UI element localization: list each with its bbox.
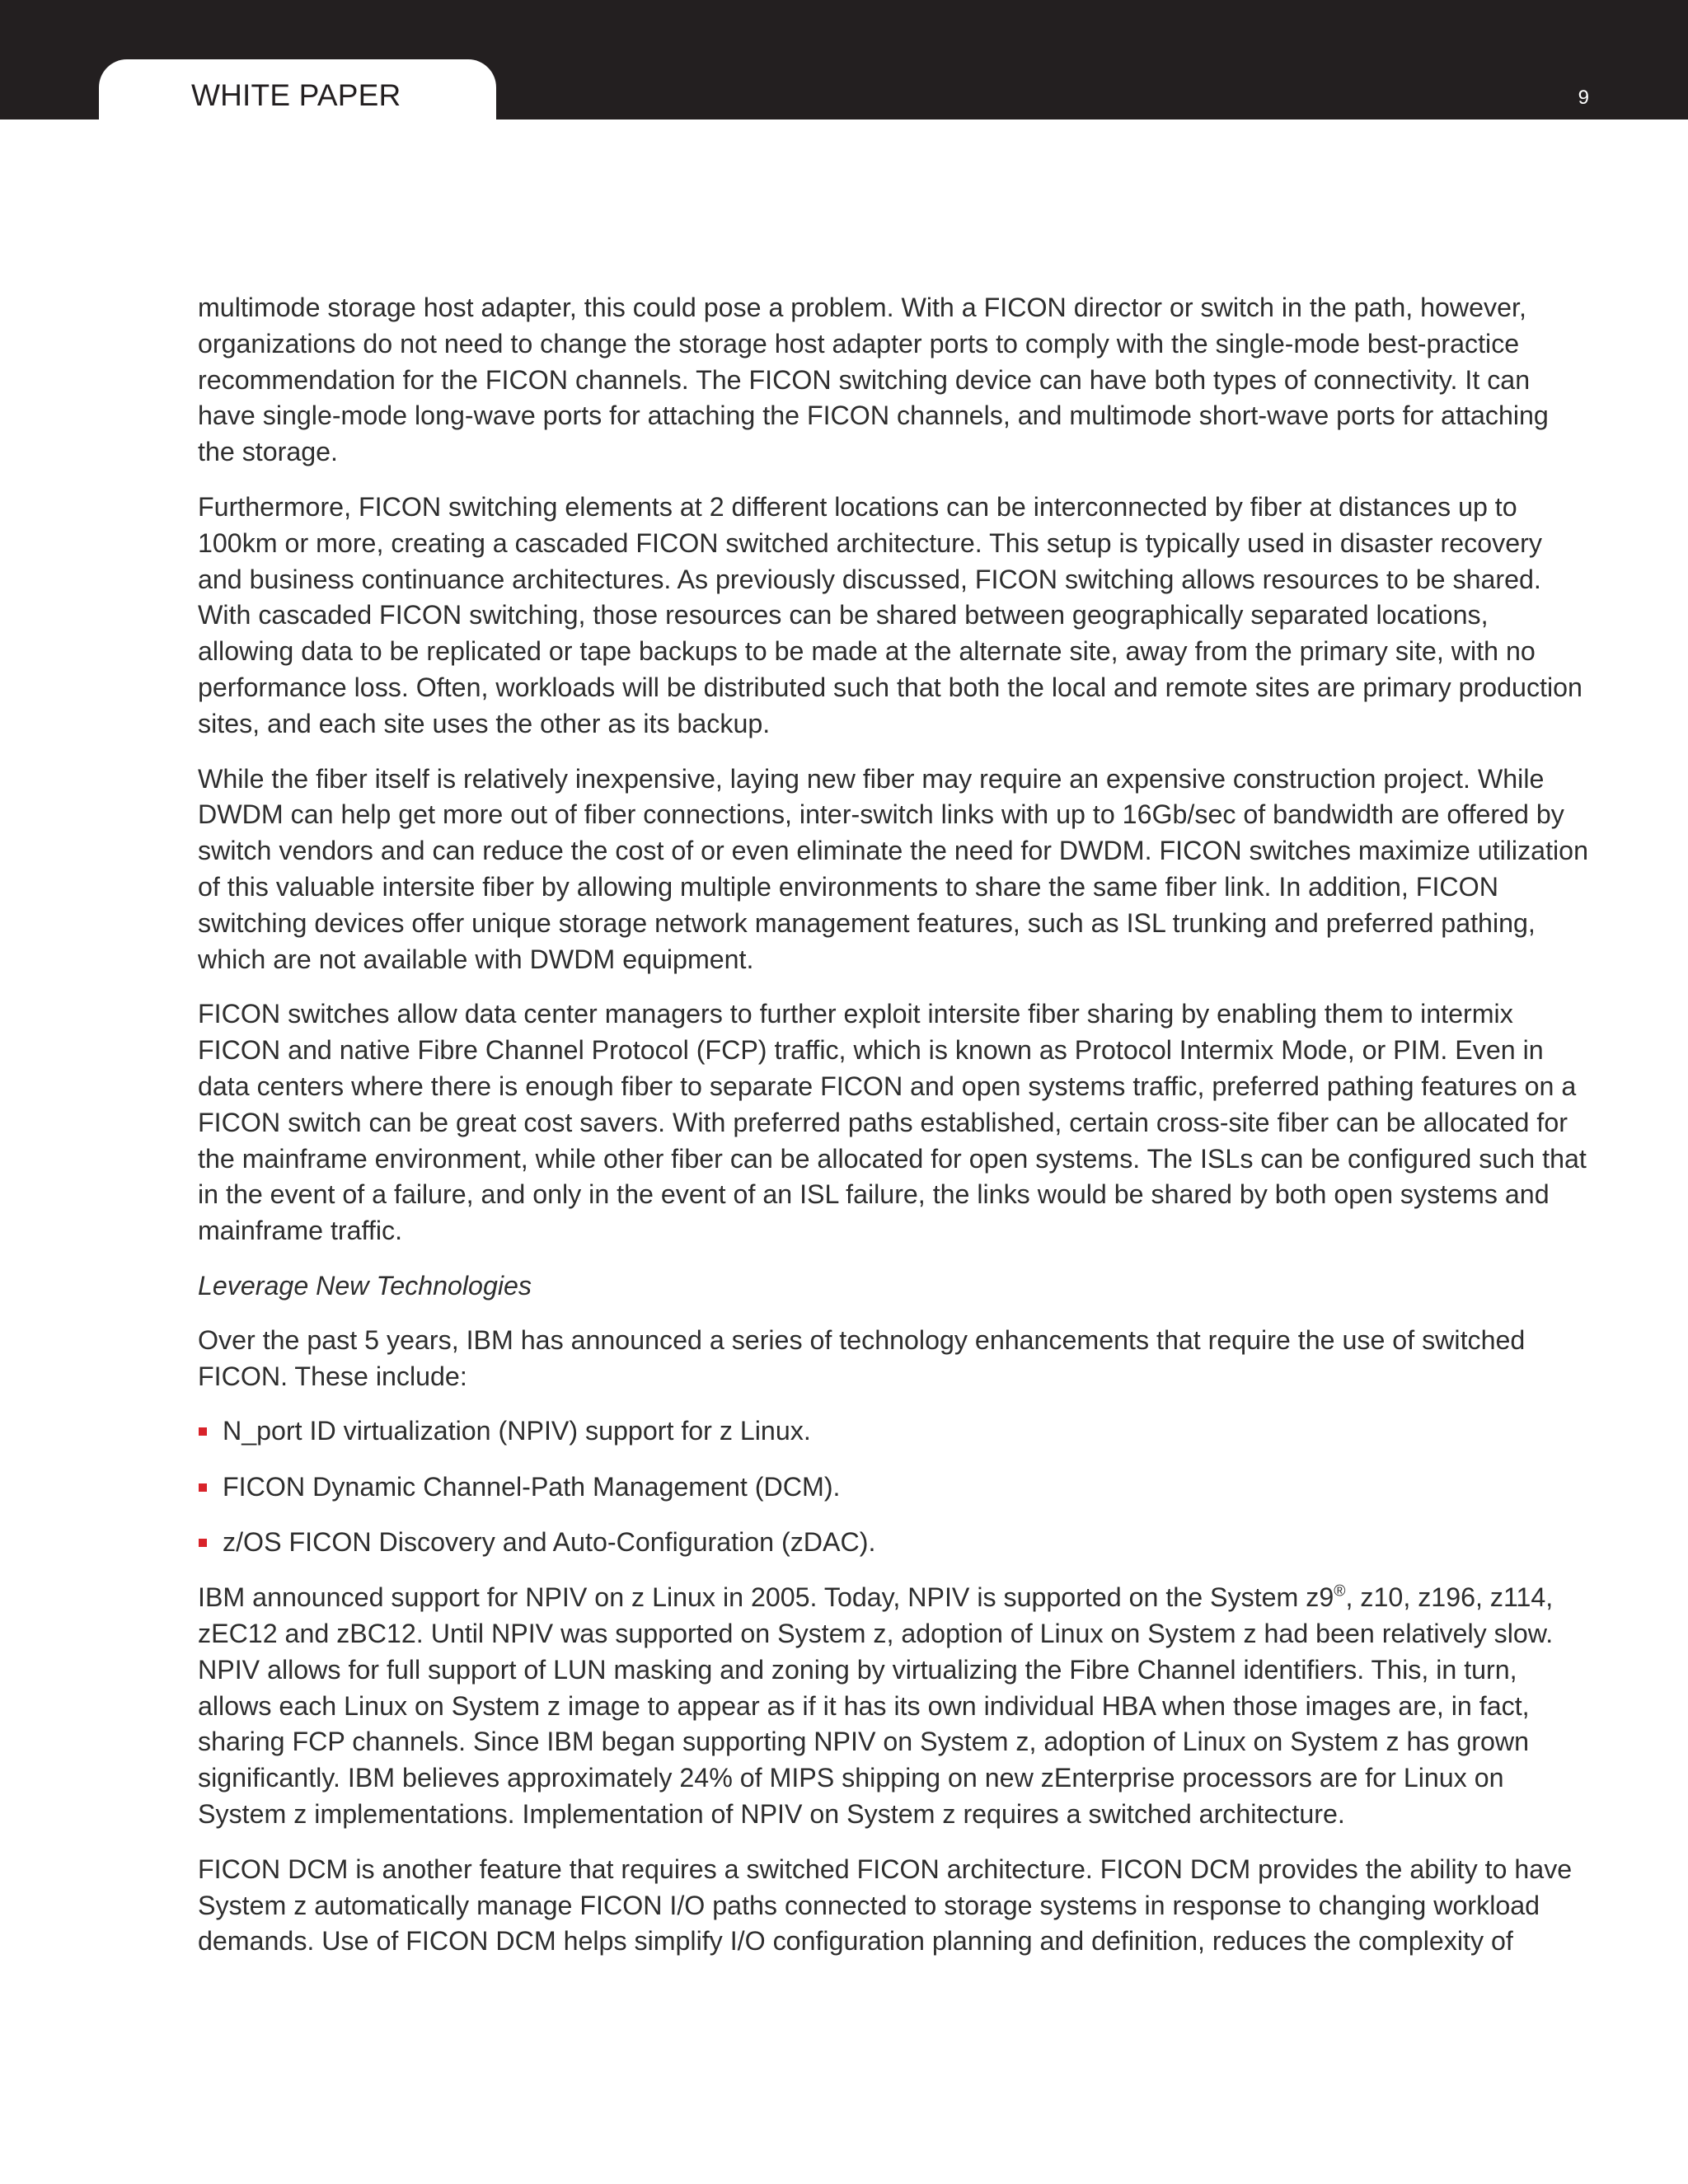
body-paragraph: FICON switches allow data center managers to further exploit intersite fiber sharing by enabling them to intermix FICON and native Fibre Channel Protocol (FCP) traffic, which is known as Protocol Intermix Mode, or PIM. Even in data centers where there is enough fiber to separate FICON and open systems traffic, preferred pathing features on a FICON switch can be great cost savers. With preferred paths established, certain cross-site fiber can be allocated for the mainframe environment, while other fiber can be allocated for open systems. The ISLs can be configured such that in the event of a failure, and only in the event of an ISL failure, the links would be shared by both open systems and mainframe traffic. — [198, 999, 1587, 1246]
page-content — [198, 290, 1591, 1979]
npiv-paragraph — [198, 1580, 1591, 1833]
red-square-bullet-icon — [199, 1427, 207, 1436]
bullet-item — [198, 1469, 1591, 1506]
header-bar — [0, 0, 1688, 120]
document-type-label: WHITE PAPER — [191, 78, 401, 112]
header-tab — [99, 59, 496, 121]
bullet-text: N_port ID virtualization (NPIV) support for z Linux. — [223, 1416, 811, 1446]
page-number: 9 — [1578, 87, 1589, 109]
bullet-text: FICON Dynamic Channel-Path Management (DCM). — [223, 1471, 841, 1502]
red-square-bullet-icon — [199, 1539, 207, 1547]
npiv-text-start: IBM announced support for NPIV on z Linux in 2005. Today, NPIV is supported on the System z9 — [198, 1582, 1334, 1613]
section-heading: Leverage New Technologies — [198, 1270, 532, 1301]
bullet-list — [198, 1413, 1591, 1560]
bullet-text: z/OS FICON Discovery and Auto-Configuration (zDAC). — [223, 1526, 876, 1557]
body-paragraph: Furthermore, FICON switching elements at 2 different locations can be interconnected by fiber at distances up to 100km or more, creating a cascaded FICON switched architecture. This setup is typically used in disaster recovery and business continuance architectures. As previously discussed, FICON switching allows resources to be shared. With cascaded FICON switching, those resources can be shared between geographically separated locations, allowing data to be replicated or tape backups to be made at the alternate site, away from the primary site, with no performance loss. Often, workloads will be distributed such that both the local and remote sites are primary production sites, and each site uses the other as its backup. — [198, 491, 1582, 738]
intro-paragraph: Over the past 5 years, IBM has announced a series of technology enhancements that require the use of switched FICON. These include: — [198, 1324, 1526, 1391]
registered-mark: ® — [1334, 1582, 1346, 1601]
bullet-item — [198, 1413, 1591, 1450]
red-square-bullet-icon — [199, 1483, 207, 1492]
body-paragraph: multimode storage host adapter, this could pose a problem. With a FICON director or switch in the path, however, organizations do not need to change the storage host adapter ports to comply with the single-mode best-practice recommendation for the FICON channels. The FICON switching device can have both types of connectivity. It can have single-mode long-wave ports for attaching the FICON channels, and multimode short-wave ports for attaching the storage. — [198, 293, 1549, 467]
bullet-item — [198, 1525, 1591, 1561]
npiv-text-end: , z10, z196, z114, zEC12 and zBC12. Until NPIV was supported on System z, adoption of Linux on System z had been relatively slow. NPIV allows for full support of LUN masking and zoning by virtualizing the Fibre Channel identifiers. This, in turn, allows each Linux on System z image to appear as if it has its own individual HBA when those images are, in fact, sharing FCP channels. Since IBM began supporting NPIV on System z, adoption of Linux on System z has grown significantly. IBM believes approximately 24% of MIPS shipping on new zEnterprise processors are for Linux on System z implementations. Implementation of NPIV on System z requires a switched architecture. — [198, 1582, 1554, 1829]
dcm-paragraph: FICON DCM is another feature that requires a switched FICON architecture. FICON DCM provides the ability to have System z automatically manage FICON I/O paths connected to storage systems in response to changing workload demands. Use of FICON DCM helps simplify I/O configuration planning and definition, reduces the complexity of — [198, 1854, 1573, 1957]
body-paragraph: While the fiber itself is relatively inexpensive, laying new fiber may require an expensive construction project. While DWDM can help get more out of fiber connections, inter-switch links with up to 16Gb/sec of bandwidth are offered by switch vendors and can reduce the cost of or even eliminate the need for DWDM. FICON switches maximize utilization of this valuable intersite fiber by allowing multiple environments to share the same fiber link. In addition, FICON switching devices offer unique storage network management features, such as ISL trunking and preferred pathing, which are not available with DWDM equipment. — [198, 763, 1588, 974]
